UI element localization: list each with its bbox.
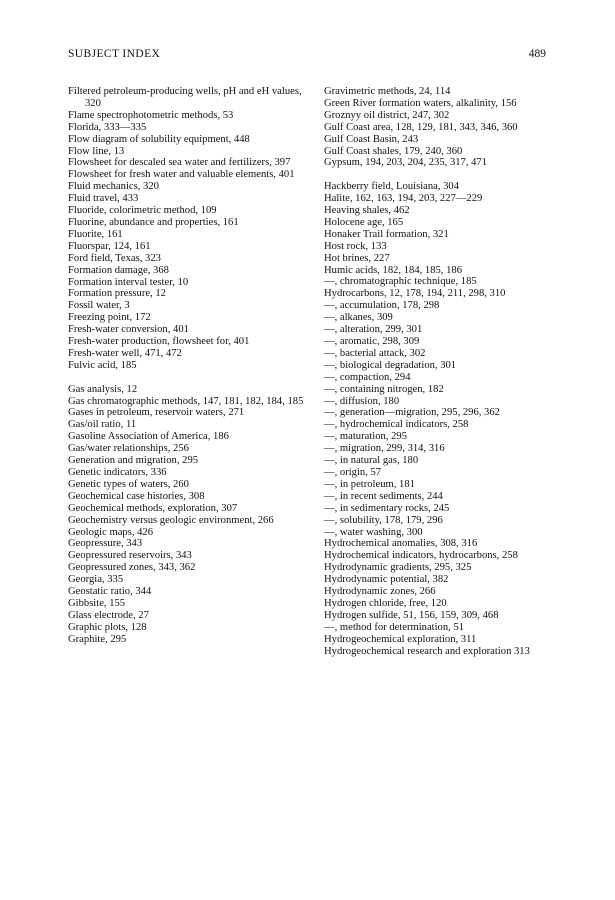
index-entry: —, origin, 57	[324, 466, 382, 478]
index-entry: Gypsum, 194, 203, 204, 235, 317, 471	[324, 157, 488, 169]
index-entry: Gases in petroleum, reservoir waters, 271	[68, 407, 245, 419]
index-entry: Geochemistry versus geologic environment, 266	[68, 514, 274, 526]
index-entry: Gibbsite, 155	[68, 597, 126, 609]
index-entry: Gasoline Association of America, 186	[68, 431, 229, 443]
index-entry: Hydrocarbons, 12, 178, 194, 211, 298, 310	[324, 288, 506, 300]
index-entry: —, in petroleum, 181	[324, 478, 415, 490]
index-entry: —, chromatographic technique, 185	[324, 276, 477, 288]
index-entry: Fossil water, 3	[68, 300, 130, 312]
index-entry: Gulf Coast Basin, 243	[324, 133, 419, 145]
index-entry: —, compaction, 294	[324, 371, 411, 383]
index-entry: Genetic indicators, 336	[68, 466, 167, 478]
index-entry: Groznyy oil district, 247, 302	[324, 109, 450, 121]
index-entry: —, biological degradation, 301	[324, 359, 457, 371]
index-entry: Fluorine, abundance and properties, 161	[68, 216, 239, 228]
index-entry: —, hydrochemical indicators, 258	[324, 419, 469, 431]
index-entry: Flowsheet for fresh water and valuable elements, 401	[68, 169, 295, 181]
index-entry: Gas/oil ratio, 11	[68, 419, 137, 431]
index-entry: Generation and migration, 295	[68, 455, 199, 467]
index-entry: Fluid mechanics, 320	[68, 181, 159, 193]
index-entry: Fluid travel, 433	[68, 193, 139, 205]
index-entry: Flow diagram of solubility equipment, 448	[68, 133, 250, 145]
index-entry: Hydrochemical indicators, hydrocarbons, 258	[324, 550, 518, 562]
index-entry: —, generation—migration, 295, 296, 362	[324, 407, 500, 419]
index-entry: —, in natural gas, 180	[324, 455, 419, 467]
index-entry: Fresh-water conversion, 401	[68, 324, 189, 336]
index-entry: Hackberry field, Louisiana, 304	[324, 181, 460, 193]
index-column-right	[324, 86, 560, 657]
index-column-left	[68, 86, 310, 646]
index-entry: Halite, 162, 163, 194, 203, 227—229	[324, 193, 483, 205]
index-entry: —, aromatic, 298, 309	[324, 336, 420, 348]
index-entry: —, diffusion, 180	[324, 395, 400, 407]
index-entry: —, solubility, 178, 179, 296	[324, 514, 443, 526]
index-entry: Hydrodynamic potential, 382	[324, 574, 449, 586]
index-entry: Filtered petroleum-producing wells, pH and eH values, 320	[68, 86, 302, 109]
index-entry: Graphic plots, 128	[68, 621, 147, 633]
index-entry: Ford field, Texas, 323	[68, 252, 161, 264]
index-entry: Gravimetric methods, 24, 114	[324, 86, 451, 97]
index-entry: Geologic maps, 426	[68, 526, 154, 538]
index-entry: Humic acids, 182, 184, 185, 186	[324, 264, 462, 276]
index-entry: Flow line, 13	[68, 145, 125, 157]
index-entry: Geochemical case histories, 308	[68, 490, 205, 502]
index-entry: Gulf Coast shales, 179, 240, 360	[324, 145, 463, 157]
index-entry: Fresh-water production, flowsheet for, 401	[68, 336, 250, 348]
index-entry: Green River formation waters, alkalinity, 156	[324, 97, 517, 109]
index-entry: Gas/water relationships, 256	[68, 443, 189, 455]
index-entry: Flame spectrophotometric methods, 53	[68, 109, 234, 121]
index-entry: —, alkanes, 309	[324, 312, 393, 324]
index-entry: Host rock, 133	[324, 240, 387, 252]
index-entry: Hydrodynamic gradients, 295, 325	[324, 562, 472, 574]
index-entry: Gulf Coast area, 128, 129, 181, 343, 346, 360	[324, 121, 518, 133]
index-entry: Geopressure, 343	[68, 538, 143, 550]
index-entry: —, in recent sediments, 244	[324, 490, 443, 502]
index-entry: Fulvic acid, 185	[68, 359, 137, 371]
index-entry: Fresh-water well, 471, 472	[68, 347, 182, 359]
index-entry: Fluorspar, 124, 161	[68, 240, 151, 252]
index-entry: Graphite, 295	[68, 633, 127, 645]
index-entry: Geopressured zones, 343, 362	[68, 562, 196, 574]
index-entry: Genetic types of waters, 260	[68, 478, 189, 490]
index-entry: Hydrochemical anomalies, 308, 316	[324, 538, 478, 550]
index-entry: Geostatic ratio, 344	[68, 586, 152, 598]
index-entry: Geochemical methods, exploration, 307	[68, 502, 238, 514]
letter-group-gap	[324, 169, 560, 181]
index-entry: Holocene age, 165	[324, 216, 404, 228]
index-entry: Heaving shales, 462	[324, 205, 410, 217]
index-entry: Fluoride, colorimetric method, 109	[68, 205, 217, 217]
index-entry: Hot brines, 227	[324, 252, 390, 264]
index-entry: Gas analysis, 12	[68, 383, 138, 395]
index-entry: —, in sedimentary rocks, 245	[324, 502, 450, 514]
letter-group-gap	[68, 372, 310, 384]
index-entry: —, maturation, 295	[324, 431, 407, 443]
index-entry: Hydrogen sulfide, 51, 156, 159, 309, 468	[324, 609, 499, 621]
index-entry: Formation interval tester, 10	[68, 276, 189, 288]
running-title: SUBJECT INDEX	[68, 48, 161, 60]
index-entry: —, migration, 299, 314, 316	[324, 443, 445, 455]
index-entry: —, alteration, 299, 301	[324, 324, 423, 336]
index-entry: —, method for determination, 51	[324, 621, 465, 633]
index-entry: —, bacterial attack, 302	[324, 347, 426, 359]
index-entry: Gas chromatographic methods, 147, 181, 182, 184, 185	[68, 395, 304, 407]
index-entry: Geopressured reservoirs, 343	[68, 550, 192, 562]
index-entry: Hydrogeochemical exploration, 311	[324, 633, 477, 645]
index-entry: —, accumulation, 178, 298	[324, 300, 440, 312]
index-entry: Hydrogeochemical research and exploration 313	[324, 645, 530, 657]
index-entry: Honaker Trail formation, 321	[324, 228, 449, 240]
index-entry: Freezing point, 172	[68, 312, 151, 324]
index-entry: Florida, 333—335	[68, 121, 147, 133]
index-entry: Flowsheet for descaled sea water and fertilizers, 397	[68, 157, 291, 169]
index-entry: Hydrogen chloride, free, 120	[324, 597, 447, 609]
index-entry: Glass electrode, 27	[68, 609, 149, 621]
index-entry: Fluorite, 161	[68, 228, 123, 240]
index-entry: Georgia, 335	[68, 574, 124, 586]
index-entry: —, containing nitrogen, 182	[324, 383, 444, 395]
index-entry: Formation damage, 368	[68, 264, 169, 276]
index-entry: Hydrodynamic zones, 266	[324, 586, 436, 598]
page-number: 489	[528, 48, 546, 60]
index-entry: Formation pressure, 12	[68, 288, 166, 300]
index-entry: —, water washing, 300	[324, 526, 423, 538]
page-header	[68, 46, 546, 62]
